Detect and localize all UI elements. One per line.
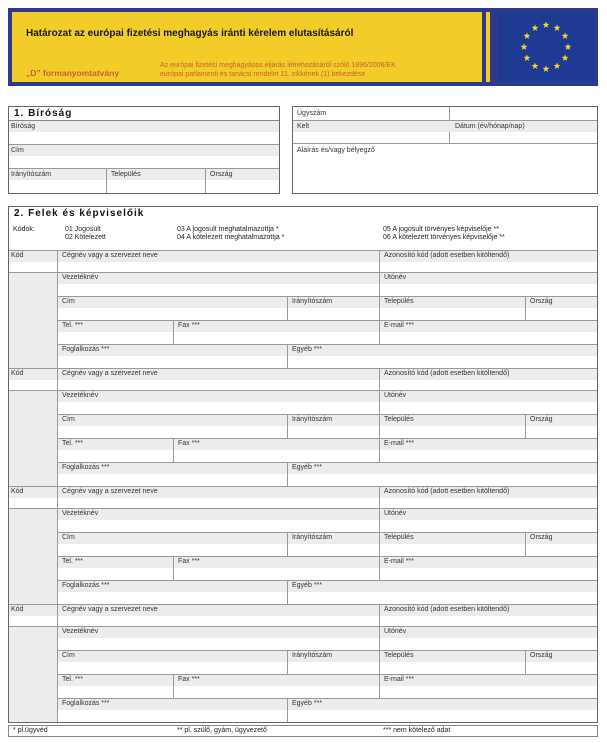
party-code-label: Kód [11, 488, 24, 495]
party-id-label: Azonosító kód (adott esetben kitöltendő) [384, 606, 510, 613]
party-postcode-label: Irányítószám [292, 652, 333, 659]
party-address-field[interactable] [58, 308, 287, 320]
party-other-label: Egyéb *** [292, 700, 322, 707]
party-block [9, 250, 597, 368]
party-tel-label: Tel. *** [62, 558, 84, 565]
party-other-field[interactable] [288, 474, 597, 486]
party-id-field[interactable] [380, 498, 597, 508]
party-occupation-label: Foglalkozás *** [62, 582, 110, 589]
party-occupation-field[interactable] [58, 474, 287, 486]
party-surname-field[interactable] [58, 638, 379, 650]
party-code-label: Kód [11, 370, 24, 377]
footnote-2: ** pl. szülő, gyám, ügyvezető [177, 727, 267, 734]
party-id-field[interactable] [380, 380, 597, 390]
party-company-field[interactable] [58, 380, 379, 390]
parties-section-title: 2. Felek és képviselőik [14, 208, 145, 219]
party-country-label: Ország [530, 416, 553, 423]
party-email-field[interactable] [380, 332, 597, 344]
parties-section [8, 206, 598, 723]
party-fax-label: Fax *** [178, 676, 200, 683]
eu-flag-icon [498, 12, 594, 82]
party-postcode-label: Irányítószám [292, 534, 333, 541]
party-address-field[interactable] [58, 662, 287, 674]
party-block [9, 368, 597, 486]
party-code-field[interactable] [9, 380, 57, 390]
footnote-1: * pl.ügyvéd [13, 727, 48, 734]
party-fax-label: Fax *** [178, 558, 200, 565]
date-field[interactable] [450, 132, 597, 143]
signature-label: Aláírás és/vagy bélyegző [297, 147, 375, 154]
party-email-label: E-mail *** [384, 440, 414, 447]
court-country-field[interactable] [206, 180, 279, 193]
party-firstname-field[interactable] [380, 638, 597, 650]
party-firstname-field[interactable] [380, 402, 597, 414]
party-town-label: Település [384, 652, 414, 659]
party-tel-field[interactable] [58, 568, 173, 580]
court-town-field[interactable] [107, 180, 205, 193]
codes-col-1 [65, 226, 106, 242]
footnotes [8, 725, 598, 737]
party-town-field[interactable] [380, 544, 525, 556]
party-email-label: E-mail *** [384, 322, 414, 329]
party-postcode-field[interactable] [288, 426, 379, 438]
party-surname-label: Vezetéknév [62, 274, 99, 281]
court-address-field[interactable] [9, 156, 279, 168]
party-surname-label: Vezetéknév [62, 628, 99, 635]
party-country-label: Ország [530, 652, 553, 659]
party-email-label: E-mail *** [384, 676, 414, 683]
party-code-field[interactable] [9, 262, 57, 272]
party-occupation-field[interactable] [58, 710, 287, 722]
party-fax-field[interactable] [174, 450, 379, 462]
party-company-label: Cégnév vagy a szervezet neve [62, 488, 158, 495]
party-block [9, 604, 597, 722]
party-company-label: Cégnév vagy a szervezet neve [62, 606, 158, 613]
party-postcode-field[interactable] [288, 308, 379, 320]
party-id-field[interactable] [380, 262, 597, 272]
party-country-label: Ország [530, 298, 553, 305]
party-fax-field[interactable] [174, 568, 379, 580]
party-firstname-field[interactable] [380, 520, 597, 532]
party-code-label: Kód [11, 252, 24, 259]
party-tel-label: Tel. *** [62, 440, 84, 447]
party-town-field[interactable] [380, 662, 525, 674]
party-postcode-label: Irányítószám [292, 416, 333, 423]
party-firstname-label: Utónév [384, 392, 407, 399]
party-email-label: E-mail *** [384, 558, 414, 565]
form-name: „D” formanyomtatvány [26, 68, 120, 78]
party-block [9, 486, 597, 604]
form-header [8, 8, 598, 86]
party-address-field[interactable] [58, 426, 287, 438]
footnote-3: *** nem kötelező adat [383, 727, 451, 734]
party-other-label: Egyéb *** [292, 464, 322, 471]
code-05: 05 A jogosult törvényes képviselője ** [383, 226, 499, 233]
party-tel-label: Tel. *** [62, 676, 84, 683]
party-other-field[interactable] [288, 356, 597, 368]
party-town-field[interactable] [380, 426, 525, 438]
party-address-label: Cím [62, 416, 75, 423]
party-id-label: Azonosító kód (adott esetben kitöltendő) [384, 252, 510, 259]
header-divider [486, 12, 490, 82]
party-town-field[interactable] [380, 308, 525, 320]
party-email-field[interactable] [380, 450, 597, 462]
party-address-label: Cím [62, 298, 75, 305]
party-other-label: Egyéb *** [292, 346, 322, 353]
issued-label: Kelt [297, 123, 310, 130]
party-other-label: Egyéb *** [292, 582, 322, 589]
party-country-label: Ország [530, 534, 553, 541]
party-occupation-label: Foglalkozás *** [62, 346, 110, 353]
party-company-field[interactable] [58, 616, 379, 626]
date-label: Dátum (év/hónap/nap) [455, 123, 525, 130]
party-email-field[interactable] [380, 568, 597, 580]
party-country-field[interactable] [526, 662, 597, 674]
issued-field[interactable] [293, 132, 449, 143]
party-id-label: Azonosító kód (adott esetben kitöltendő) [384, 488, 510, 495]
party-surname-label: Vezetéknév [62, 510, 99, 517]
party-address-label: Cím [62, 534, 75, 541]
party-firstname-label: Utónév [384, 628, 407, 635]
party-town-label: Település [384, 298, 414, 305]
party-tel-field[interactable] [58, 686, 173, 698]
party-address-label: Cím [62, 652, 75, 659]
case-number-field[interactable] [450, 107, 597, 120]
court-section [8, 106, 280, 194]
party-code-field[interactable] [9, 616, 57, 626]
party-firstname-field[interactable] [380, 284, 597, 296]
codes-col-2 [177, 226, 284, 242]
party-firstname-label: Utónév [384, 274, 407, 281]
codes-label: Kódok: [13, 226, 35, 233]
party-fax-label: Fax *** [178, 440, 200, 447]
case-info-box [292, 106, 598, 194]
signature-field[interactable] [293, 157, 597, 193]
code-03: 03 A jogosult meghatalmazottja * [177, 226, 279, 233]
header-panel [12, 12, 482, 82]
party-country-field[interactable] [526, 544, 597, 556]
legal-reference-line-1: Az európai fizetési meghagyásos eljárás létrehozásáról szóló 1896/2006/EK [160, 62, 396, 69]
party-surname-field[interactable] [58, 284, 379, 296]
party-address-field[interactable] [58, 544, 287, 556]
party-fax-label: Fax *** [178, 322, 200, 329]
party-code-field[interactable] [9, 498, 57, 508]
party-surname-label: Vezetéknév [62, 392, 99, 399]
codes-col-3 [383, 226, 505, 242]
party-company-label: Cégnév vagy a szervezet neve [62, 370, 158, 377]
legal-reference [160, 62, 396, 79]
court-country-label: Ország [210, 171, 233, 178]
code-06: 06 A kötelezett törvényes képviselője ** [383, 234, 505, 241]
form-title: Határozat az európai fizetési meghagyás iránti kérelem elutasításáról [26, 28, 354, 39]
party-occupation-label: Foglalkozás *** [62, 700, 110, 707]
party-code-label: Kód [11, 606, 24, 613]
party-fax-field[interactable] [174, 686, 379, 698]
court-address-label: Cím [11, 147, 24, 154]
party-tel-field[interactable] [58, 332, 173, 344]
party-company-field[interactable] [58, 262, 379, 272]
party-postcode-field[interactable] [288, 662, 379, 674]
court-town-label: Település [111, 171, 141, 178]
code-04: 04 A kötelezett meghatalmazottja * [177, 234, 285, 241]
party-occupation-field[interactable] [58, 356, 287, 368]
party-postcode-field[interactable] [288, 544, 379, 556]
party-country-field[interactable] [526, 308, 597, 320]
party-tel-label: Tel. *** [62, 322, 84, 329]
party-occupation-label: Foglalkozás *** [62, 464, 110, 471]
court-postcode-label: Irányítószám [11, 171, 52, 178]
party-fax-field[interactable] [174, 332, 379, 344]
court-label: Bíróság [11, 123, 36, 130]
party-postcode-label: Irányítószám [292, 298, 333, 305]
party-firstname-label: Utónév [384, 510, 407, 517]
party-company-field[interactable] [58, 498, 379, 508]
party-surname-field[interactable] [58, 520, 379, 532]
party-id-field[interactable] [380, 616, 597, 626]
court-field[interactable] [9, 132, 279, 144]
code-01: 01 Jogosult [65, 226, 101, 233]
party-occupation-field[interactable] [58, 592, 287, 604]
court-section-title: 1. Bíróság [9, 107, 279, 121]
party-other-field[interactable] [288, 592, 597, 604]
party-country-field[interactable] [526, 426, 597, 438]
party-tel-field[interactable] [58, 450, 173, 462]
legal-reference-line-2: európai parlamenti és tanácsi rendelet 11. cikkének (1) bekezdése [160, 70, 366, 78]
code-02: 02 Kötelezett [65, 234, 106, 241]
party-surname-field[interactable] [58, 402, 379, 414]
party-email-field[interactable] [380, 686, 597, 698]
party-company-label: Cégnév vagy a szervezet neve [62, 252, 158, 259]
court-postcode-field[interactable] [9, 180, 106, 193]
party-town-label: Település [384, 416, 414, 423]
party-other-field[interactable] [288, 710, 597, 722]
case-number-label: Ügyszám [297, 110, 327, 117]
party-town-label: Település [384, 534, 414, 541]
party-id-label: Azonosító kód (adott esetben kitöltendő) [384, 370, 510, 377]
